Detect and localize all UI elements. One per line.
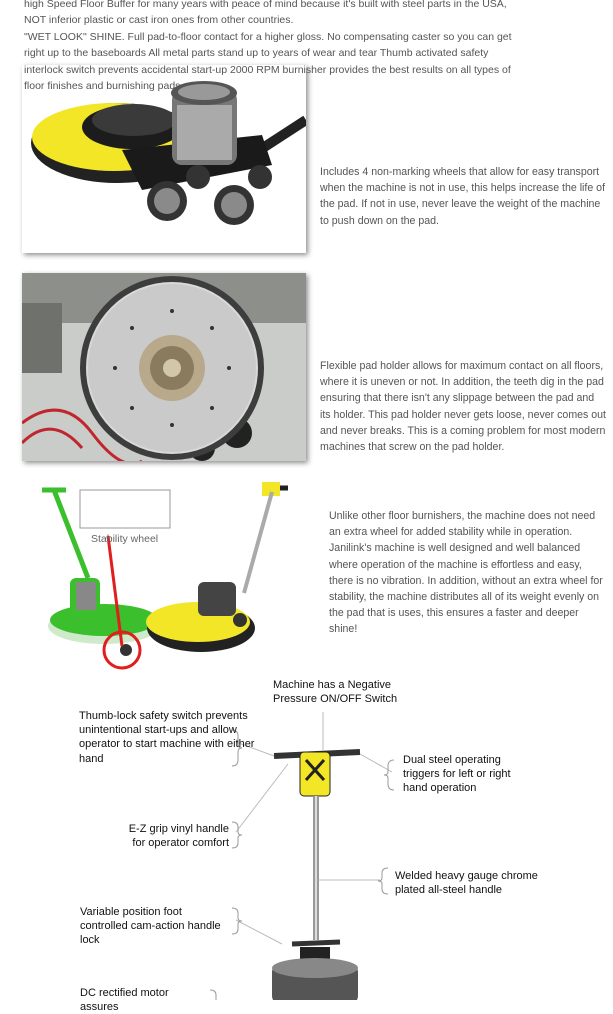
intro-line-2: "WET LOOK" SHINE. Full pad-to-floor contact for a higher gloss. No compensating caster so you can get right up to the baseboards All metal parts stand up to years of wear and tear Thumb activated safety interlock switch prevents accidental start-up 2000 RPM burnisher provides the best results on all types of floor finishes and burnishing pads (24, 30, 512, 93)
foot-lock-label: Variable position foot controlled cam-action handle lock (80, 906, 221, 947)
intro-line-1: high Speed Floor Buffer for many years with peace of mind because it's built with steel parts in the USA, NOT inferior plastic or cast iron ones from other countries. (24, 0, 507, 27)
pad-holder-photo (22, 273, 306, 461)
negative-pressure-label: Machine has a Negative Pressure ON/OFF Switch (273, 679, 398, 706)
dc-motor-label: DC rectified motor assures (80, 987, 169, 1014)
feature-pad-holder-text: Flexible pad holder allows for maximum contact on all floors, where it is uneven or not. In addition, the teeth dig in the pad ensuring that there isn't any slippage between the pad and its holder. This pad holder never gets loose, never comes out and never breaks. This is a coming problem for most modern machines that screw on the pad holder. (320, 360, 606, 454)
feature-diagram (0, 672, 613, 1014)
stability-wheel-label: Stability wheel (91, 533, 159, 545)
thumb-lock-label: Thumb-lock safety switch prevents unintentional start-ups and allow operator to start machine with either hand (79, 710, 255, 765)
feature-stability-text: Unlike other floor burnishers, the machine does not need an extra wheel for added stability while in operation. Janilink's machine is well designed and well balanced where operation of the machine is effortless and easy, there is no vibration. In addition, without an extra wheel for stability, the machine distributes all of its weight evenly on the pad that is uses, this ensures a faster and deeper shine! (329, 510, 603, 636)
feature-wheels-text: Includes 4 non-marking wheels that allow for easy transport when the machine is not in use, this helps increase the life of the pad. If not in use, never leave the weight of the machine to push down on the pad. (320, 166, 606, 227)
ez-grip-label: E-Z grip vinyl handle for operator comfort (128, 823, 229, 850)
dual-triggers-label: Dual steel operating triggers for left or right hand operation (403, 754, 511, 795)
stability-comparison-image (26, 478, 316, 678)
intro-text (24, 0, 514, 94)
stability-comparison (26, 478, 316, 678)
welded-handle-label: Welded heavy gauge chrome plated all-steel handle (395, 870, 538, 897)
pad-holder-image (22, 273, 306, 461)
